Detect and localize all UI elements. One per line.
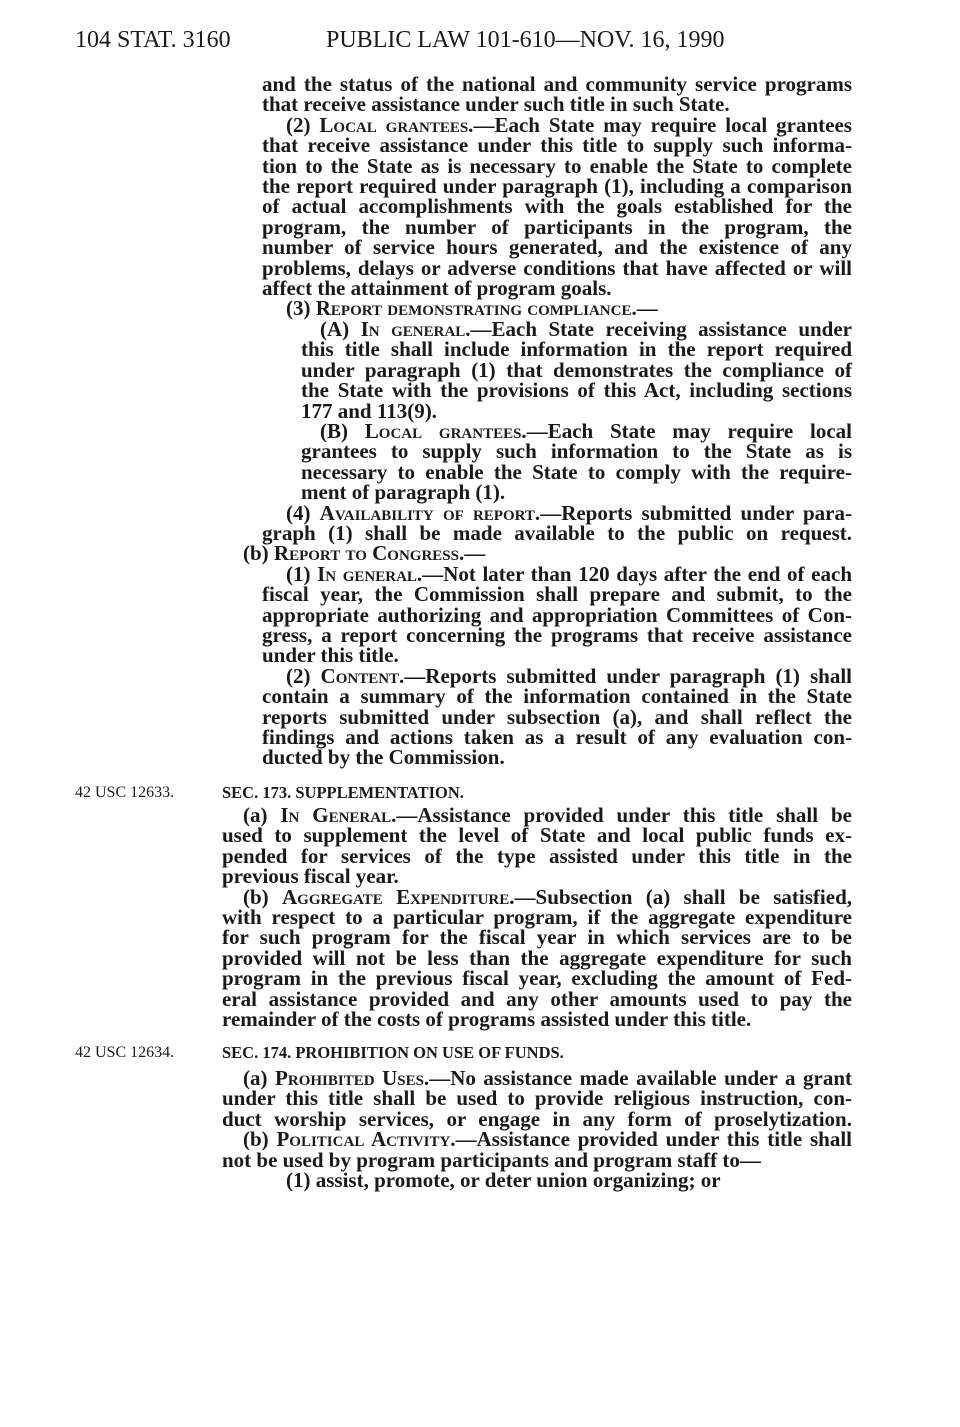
subsection-text: [222, 1068, 852, 1129]
text-segment: (b): [243, 541, 274, 566]
subsection-text: [222, 884, 853, 1032]
text-line: graph (1) shall be made available to the public on request.: [262, 520, 852, 545]
text-line: [243, 805, 852, 825]
paragraph-caption: Report demonstrating compliance.: [315, 296, 637, 321]
paragraph-text: [222, 663, 852, 770]
paragraph-text: [222, 500, 853, 545]
text-segment: (A): [320, 316, 361, 341]
text-line: [320, 316, 852, 341]
text-line: [286, 663, 852, 688]
text-segment: (a): [243, 803, 281, 827]
paragraph-caption: Availability of report.: [319, 500, 541, 525]
usc-margin-note: 42 USC 12634.: [75, 1044, 175, 1061]
text-line: findings and actions taken as a result of any evaluation con-: [262, 725, 852, 749]
text-line: not be used by program participants and program staff to—: [222, 1147, 761, 1172]
text-segment: (3): [286, 296, 316, 321]
section-heading: SEC. 174. PROHIBITION ON USE OF FUNDS.: [222, 1043, 564, 1062]
text-line: tion to the State as is necessary to enable the State to complete: [262, 153, 852, 178]
text-line: remainder of the costs of programs assisted under this title.: [222, 1007, 752, 1032]
text-line: the report required under paragraph (1), including a comparison: [262, 174, 852, 199]
paragraph-caption: Local grantees.: [364, 418, 527, 443]
text-line: [243, 1068, 852, 1088]
subparagraph-text: [222, 418, 852, 505]
paragraph-text: [222, 296, 852, 321]
text-line: [286, 112, 852, 137]
subsection-text: [222, 541, 852, 566]
text-segment: (a): [243, 1066, 276, 1090]
paragraph-caption: Political Activity.: [276, 1127, 456, 1152]
text-segment: —Assistance provided under this title shall be: [396, 803, 852, 827]
text-line: contain a summary of the information contained in the State: [262, 684, 852, 709]
text-line: affect the attainment of program goals.: [262, 276, 612, 301]
text-line: used to supplement the level of State and local public funds ex-: [222, 823, 852, 848]
text-segment: —Reports submitted under paragraph (1) shall: [404, 663, 852, 688]
text-line: grantees to supply such information to the State as is: [301, 439, 852, 464]
text-line: of actual accomplishments with the goals established for the: [262, 194, 852, 219]
paragraph-caption: Prohibited Uses.: [275, 1066, 430, 1090]
text-segment: —Subsection (a) shall be satisfied,: [514, 884, 853, 909]
text-line: [243, 1127, 852, 1152]
text-segment: —Assistance provided under this title shall: [455, 1127, 852, 1152]
text-segment: (1): [286, 561, 318, 586]
text-line: [286, 500, 853, 525]
text-line: previous fiscal year.: [222, 864, 399, 889]
text-line: under paragraph (1) that demonstrates the compliance of: [301, 357, 852, 382]
text-segment: (4): [286, 500, 320, 525]
section-heading: SEC. 173. SUPPLEMENTATION.: [222, 783, 464, 802]
text-line: the State with the provisions of this Act, including sections: [301, 378, 852, 403]
statute-page-number: 104 STAT. 3160: [75, 27, 231, 53]
text-line: under this title shall be used to provide religious instruction, con-: [222, 1086, 852, 1111]
paragraph-text: [222, 1168, 852, 1193]
subparagraph-text: [222, 316, 852, 423]
text-segment: —Each State may require local grantees: [473, 112, 852, 137]
paragraph-caption: In general.: [360, 316, 471, 341]
text-line: with respect to a particular program, if the aggregate expenditure: [222, 905, 852, 930]
text-line: ment of paragraph (1).: [301, 480, 506, 505]
text-segment: (2): [286, 112, 320, 137]
text-line: and the status of the national and community service programs: [262, 72, 852, 96]
text-segment: (b): [243, 1127, 277, 1152]
paragraph-text: [222, 112, 852, 301]
text-line: program, the number of participants in the program, the: [262, 214, 852, 239]
text-line: [286, 561, 852, 586]
text-segment: (B): [320, 418, 365, 443]
text-line: ducted by the Commission.: [262, 745, 505, 770]
text-line: this title shall include information in the report required: [301, 337, 852, 362]
text-line: problems, delays or adverse conditions that have affected or will: [262, 255, 852, 280]
text-line: program in the previous fiscal year, excluding the amount of Fed-: [222, 966, 852, 991]
text-segment: (b): [243, 884, 283, 909]
text-line: [243, 884, 853, 909]
text-segment: —Not later than 120 days after the end of each: [422, 561, 852, 586]
text-line: fiscal year, the Commission shall prepare and submit, to the: [262, 582, 852, 607]
paragraph-caption: Aggregate Expenditure.: [282, 884, 515, 909]
text-line: provided will not be less than the aggregate expenditure for such: [222, 945, 852, 970]
text-segment: —No assistance made available under a grant: [429, 1066, 852, 1090]
text-line: [320, 418, 852, 443]
subsection-text: [222, 805, 852, 887]
text-line: that receive assistance under this title to supply such informa-: [262, 133, 852, 158]
continued-text: [222, 74, 852, 115]
text-line: 177 and 113(9).: [301, 398, 437, 423]
text-line: for such program for the fiscal year in which services are to be: [222, 925, 852, 950]
text-segment: —Each State may require local: [526, 418, 852, 443]
text-line: [286, 296, 852, 321]
text-line: reports submitted under subsection (a), and shall reflect the: [262, 704, 852, 729]
body-text-block-top: [222, 74, 852, 768]
text-segment: (2): [286, 663, 321, 688]
text-segment: —Reports submitted under para-: [540, 500, 853, 525]
text-line: pended for services of the type assisted under this title in the: [222, 843, 852, 868]
subsection-text: [222, 1129, 852, 1170]
paragraph-text: [222, 561, 852, 668]
section-174-body: [222, 1066, 852, 1193]
text-line: duct worship services, or engage in any form of proselytization.: [222, 1106, 852, 1131]
paragraph-caption: In General.: [280, 803, 397, 827]
text-line: appropriate authorizing and appropriation Committees of Con-: [262, 602, 852, 627]
text-line: eral assistance provided and any other amounts used to pay the: [222, 986, 852, 1011]
paragraph-caption: Report to Congress.: [273, 541, 465, 566]
text-line: necessary to enable the State to comply with the require-: [301, 459, 852, 484]
text-line: number of service hours generated, and the existence of any: [262, 235, 852, 260]
paragraph-caption: Content.: [320, 663, 405, 688]
running-head: PUBLIC LAW 101-610—NOV. 16, 1990: [326, 27, 725, 53]
text-line: under this title.: [262, 643, 399, 668]
text-segment: —Each State receiving assistance under: [470, 316, 852, 341]
section-173-body: [222, 803, 853, 1032]
paragraph-caption: In general.: [317, 561, 423, 586]
usc-margin-note: 42 USC 12633.: [75, 784, 175, 801]
text-line: (1) assist, promote, or deter union organizing; or: [286, 1168, 721, 1193]
text-line: gress, a report concerning the programs that receive assistance: [262, 622, 852, 647]
text-line: that receive assistance under such title in such State.: [262, 92, 730, 117]
text-segment: —: [636, 296, 658, 321]
text-line: [243, 541, 852, 566]
text-segment: —: [464, 541, 486, 566]
paragraph-caption: Local grantees.: [319, 112, 474, 137]
